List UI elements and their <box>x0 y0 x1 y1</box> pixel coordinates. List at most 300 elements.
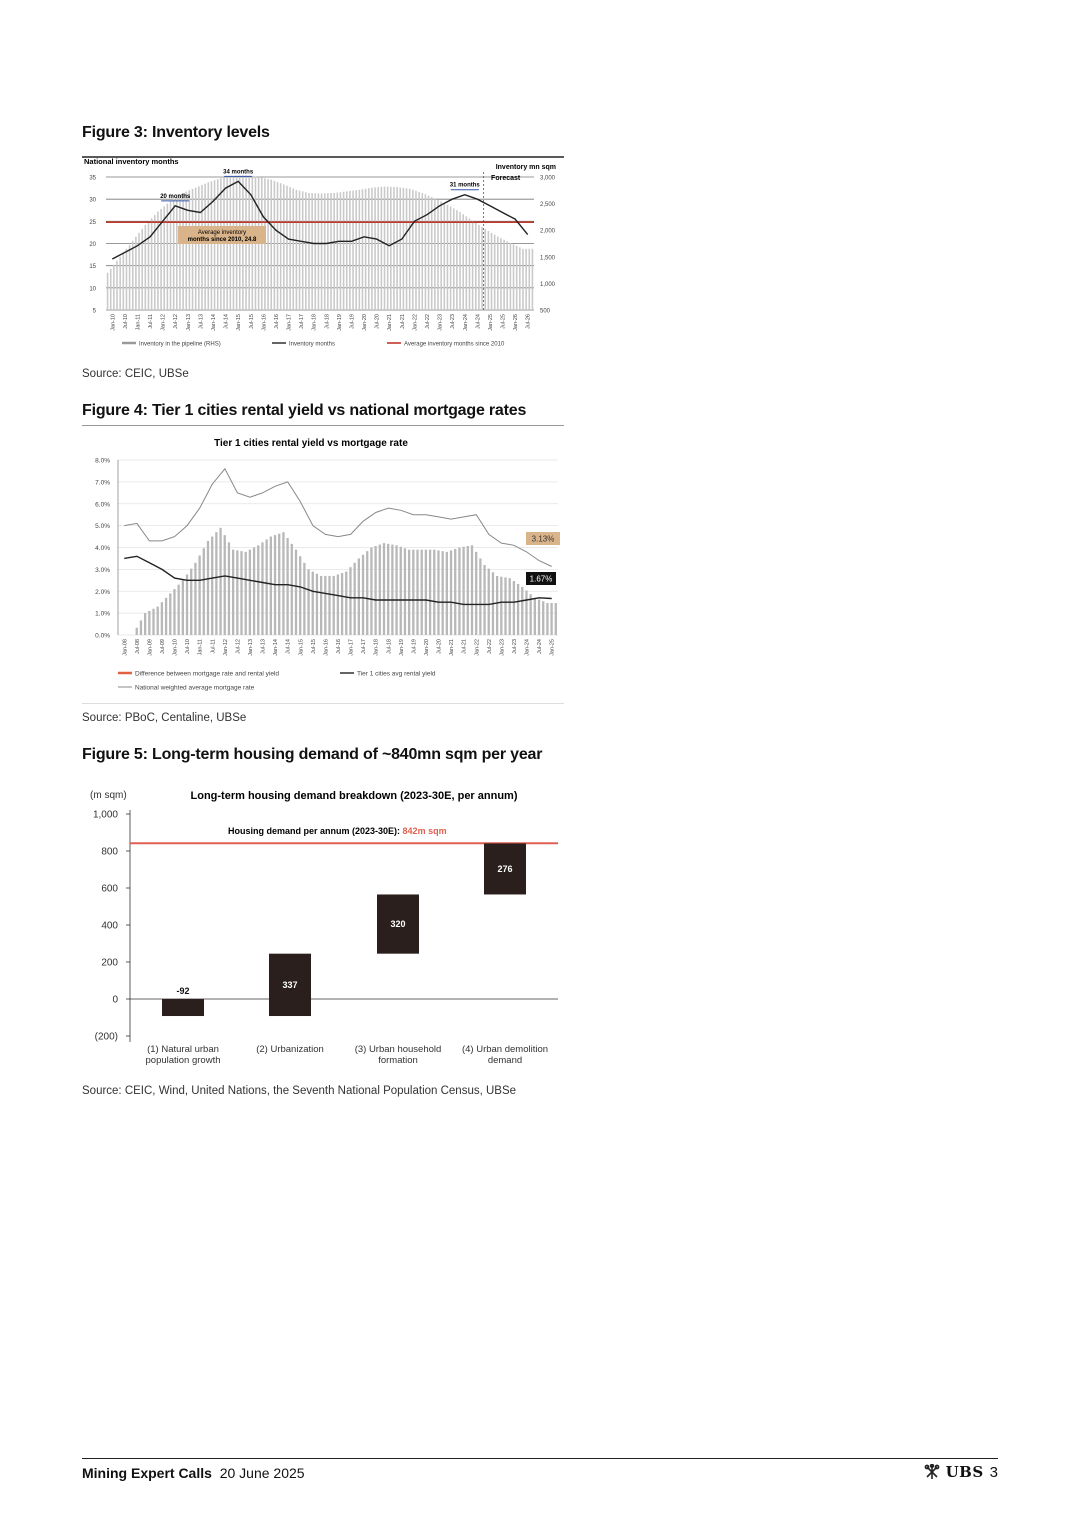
fig5-bar-label: 337 <box>282 979 298 990</box>
fig3-pipeline-bar <box>195 188 197 310</box>
fig4-x-tick: Jul-22 <box>486 639 493 654</box>
fig3-x-tick: Jul-26 <box>525 314 532 329</box>
fig3-pipeline-bar <box>264 178 266 310</box>
fig4-difference-bar <box>152 609 154 635</box>
fig5-unit-label: (m sqm) <box>90 790 127 801</box>
fig3-pipeline-bar <box>406 188 408 310</box>
fig5-x-label-line: (2) Urbanization <box>256 1044 324 1055</box>
fig3-pipeline-bar <box>277 182 279 310</box>
fig4-difference-bar <box>504 577 506 635</box>
figure-4-chart <box>82 430 564 702</box>
fig3-x-tick: Jul-18 <box>324 314 331 329</box>
fig4-difference-bar <box>349 567 351 635</box>
fig3-pipeline-bar <box>204 184 206 310</box>
fig4-difference-bar <box>454 549 456 635</box>
inventory-chart <box>82 150 564 355</box>
fig3-pipeline-bar <box>513 244 515 310</box>
fig3-pipeline-bar <box>167 204 169 310</box>
housing-demand-chart <box>82 780 564 1080</box>
fig4-difference-bar <box>232 550 234 635</box>
fig4-difference-bar <box>370 548 372 636</box>
figure-5-title: Figure 5: Long-term housing demand of ~840mn sqm per year <box>82 746 543 763</box>
fig4-difference-bar <box>219 528 221 635</box>
fig4-difference-bar <box>324 576 326 635</box>
fig3-x-tick: Jul-19 <box>349 314 356 329</box>
fig3-x-tick: Jul-21 <box>399 314 406 329</box>
fig3-pipeline-bar <box>500 238 502 310</box>
fig3-y2-tick: 2,500 <box>540 202 556 209</box>
fig3-pipeline-bar <box>374 187 376 310</box>
fig4-difference-bar <box>437 550 439 635</box>
fig4-difference-bar <box>286 538 288 635</box>
fig4-difference-bar <box>270 537 272 635</box>
fig3-pipeline-bar <box>123 253 125 310</box>
fig4-difference-bar <box>433 550 435 635</box>
fig4-x-tick: Jul-17 <box>361 639 368 654</box>
fig4-difference-bar <box>509 578 511 635</box>
fig4-difference-bar <box>249 550 251 635</box>
fig3-pipeline-bar <box>296 190 298 310</box>
fig4-difference-bar <box>194 563 196 635</box>
fig3-pipeline-bar <box>145 225 147 310</box>
fig4-difference-bar <box>148 611 150 635</box>
fig3-pipeline-bar <box>362 189 364 310</box>
fig3-pipeline-bar <box>110 269 112 310</box>
fig3-pipeline-bar <box>510 243 512 310</box>
fig4-x-tick: Jan-19 <box>398 639 405 656</box>
fig4-x-tick: Jan-11 <box>197 639 204 656</box>
fig3-pipeline-bar <box>318 193 320 310</box>
fig4-difference-bar <box>345 572 347 635</box>
fig3-y2-tick: 1,500 <box>540 255 556 262</box>
fig4-difference-bar <box>169 593 171 635</box>
fig3-y-tick: 5 <box>92 308 96 315</box>
fig3-peak-label: 31 months <box>449 182 480 189</box>
fig5-bar <box>162 999 204 1016</box>
fig3-pipeline-bar <box>198 186 200 310</box>
fig3-y2-tick: 2,000 <box>540 228 556 235</box>
fig3-x-tick: Jan-22 <box>412 314 419 331</box>
fig3-x-tick: Jan-18 <box>311 314 318 331</box>
fig4-difference-bar <box>358 558 360 635</box>
fig3-pipeline-bar <box>280 183 282 310</box>
fig3-pipeline-bar <box>528 249 530 310</box>
fig4-x-tick: Jan-12 <box>222 639 229 656</box>
figure-5-source: Source: CEIC, Wind, United Nations, the Seventh National Population Census, UBSe <box>82 1085 517 1097</box>
fig4-x-tick: Jul-11 <box>210 639 217 654</box>
fig4-difference-bar <box>182 580 184 635</box>
fig5-y-tick: (200) <box>94 1031 118 1043</box>
fig4-difference-bar <box>450 550 452 635</box>
fig3-pipeline-bar <box>314 193 316 310</box>
fig4-difference-bar <box>538 600 540 635</box>
fig4-difference-bar <box>245 552 247 635</box>
fig3-x-tick: Jul-11 <box>148 314 155 329</box>
fig4-difference-bar <box>379 545 381 635</box>
fig3-pipeline-bar <box>151 218 153 310</box>
fig3-x-tick: Jan-20 <box>362 314 369 331</box>
fig5-x-label-line: (4) Urban demolition <box>461 1044 549 1055</box>
fig3-pipeline-bar <box>170 201 172 310</box>
fig5-x-label-line: demand <box>487 1055 523 1066</box>
fig3-pipeline-bar <box>283 184 285 310</box>
fig4-difference-bar <box>140 620 142 635</box>
fig3-pipeline-bar <box>305 192 307 310</box>
fig4-difference-bar <box>425 550 427 635</box>
fig4-difference-bar <box>362 555 364 635</box>
footer-rule <box>82 1458 998 1459</box>
fig3-x-tick: Jan-26 <box>513 314 520 331</box>
fig3-pipeline-bar <box>302 191 304 310</box>
fig4-difference-bar <box>186 574 188 635</box>
fig4-difference-bar <box>500 577 502 635</box>
fig3-pipeline-bar <box>201 185 203 310</box>
fig4-difference-bar <box>400 547 402 635</box>
fig3-pipeline-bar <box>497 237 499 310</box>
fig4-legend-yield: Tier 1 cities avg rental yield <box>357 670 436 678</box>
fig5-x-label-line: population growth <box>145 1055 221 1066</box>
fig4-difference-bar <box>161 602 163 635</box>
fig4-x-tick: Jul-19 <box>411 639 418 654</box>
fig3-pipeline-bar <box>359 190 361 310</box>
fig4-difference-bar <box>475 552 477 635</box>
fig4-difference-bar <box>517 584 519 635</box>
fig3-y-tick: 35 <box>89 175 96 182</box>
fig4-difference-bar <box>224 535 226 635</box>
fig4-x-tick: Jul-10 <box>185 639 192 654</box>
fig3-y-tick: 20 <box>89 242 96 248</box>
fig3-pipeline-bar <box>387 187 389 310</box>
fig3-pipeline-bar <box>403 188 405 310</box>
fig3-pipeline-bar <box>478 225 480 310</box>
fig4-x-tick: Jan-10 <box>172 639 179 656</box>
fig4-legend-mortgage: National weighted average mortgage rate <box>135 684 255 692</box>
fig3-pipeline-bar <box>132 241 134 310</box>
fig4-y-tick: 4.0% <box>95 545 110 552</box>
fig3-pipeline-bar <box>365 189 367 310</box>
figure-4-bottom-rule <box>82 703 564 704</box>
fig4-x-tick: Jul-14 <box>285 639 292 654</box>
fig4-x-tick: Jul-18 <box>386 639 393 654</box>
fig3-pipeline-bar <box>418 192 420 310</box>
fig3-pipeline-bar <box>494 235 496 310</box>
fig5-total-label-prefix: Housing demand per annum (2023-30E): <box>228 826 403 837</box>
fig3-x-tick: Jul-17 <box>299 314 306 329</box>
fig3-x-tick: Jul-24 <box>475 314 482 329</box>
fig4-difference-bar <box>215 532 217 635</box>
fig3-x-tick: Jan-13 <box>185 314 192 331</box>
fig3-pipeline-bar <box>343 192 345 310</box>
fig3-pipeline-bar <box>488 231 490 310</box>
fig4-x-tick: Jul-23 <box>512 639 518 654</box>
fig3-pipeline-bar <box>274 181 276 310</box>
fig3-right-axis-label: Inventory mn sqm <box>495 164 556 171</box>
fig3-peak-label: 20 months <box>160 193 191 200</box>
fig5-bar-label: -92 <box>176 986 190 996</box>
ubs-logo: UBS <box>945 1463 984 1481</box>
fig3-pipeline-bar <box>324 193 326 310</box>
fig5-total-label <box>228 826 447 836</box>
fig4-difference-bar <box>513 581 515 635</box>
fig4-x-tick: Jul-16 <box>336 639 342 654</box>
fig3-pipeline-bar <box>289 187 291 310</box>
fig3-x-tick: Jan-16 <box>261 314 268 331</box>
fig4-x-tick: Jan-09 <box>147 639 154 656</box>
fig3-pipeline-bar <box>308 193 310 310</box>
fig4-end-label-yield: 1.67% <box>529 574 553 584</box>
fig3-pipeline-bar <box>267 179 269 310</box>
fig3-pipeline-bar <box>522 249 524 310</box>
fig3-pipeline-bar <box>349 191 351 310</box>
fig3-pipeline-bar <box>459 212 461 310</box>
fig5-y-tick: 1,000 <box>92 809 118 821</box>
fig3-peak-label: 34 months <box>223 169 254 176</box>
fig4-y-tick: 0.0% <box>95 632 110 640</box>
fig4-difference-bar <box>291 544 293 635</box>
fig4-chart-title: Tier 1 cities rental yield vs mortgage rate <box>214 438 408 449</box>
fig3-pipeline-bar <box>415 191 417 310</box>
fig5-x-label <box>146 1044 221 1066</box>
fig4-y-tick: 8.0% <box>95 457 110 465</box>
fig3-x-tick: Jan-21 <box>387 314 394 331</box>
fig4-difference-bar <box>462 547 464 635</box>
fig4-difference-bar <box>190 569 192 635</box>
fig4-x-tick: Jan-13 <box>248 639 254 656</box>
fig4-difference-bar <box>404 548 406 635</box>
fig4-x-tick: Jan-25 <box>549 639 556 656</box>
fig3-x-tick: Jan-24 <box>462 314 469 331</box>
rental-yield-chart <box>82 430 564 702</box>
fig5-total-label-value: 842m sqm <box>402 826 447 837</box>
fig5-x-label-line: (3) Urban household <box>354 1044 442 1055</box>
fig3-pipeline-bar <box>346 191 348 310</box>
fig3-legend-average: Average inventory months since 2010 <box>404 341 505 348</box>
fig4-difference-bar <box>337 574 339 635</box>
fig5-y-tick: 400 <box>101 920 118 932</box>
fig3-pipeline-bar <box>211 181 213 310</box>
fig4-difference-bar <box>203 548 205 635</box>
fig4-difference-bar <box>550 603 552 635</box>
fig4-difference-bar <box>261 542 263 635</box>
fig4-difference-bar <box>253 548 255 636</box>
fig3-pipeline-bar <box>192 189 194 310</box>
fig3-x-tick: Jan-11 <box>135 314 142 331</box>
fig4-difference-bar <box>178 585 180 635</box>
fig3-pipeline-bar <box>444 203 446 310</box>
fig3-pipeline-bar <box>333 193 335 310</box>
fig4-difference-bar <box>391 545 393 635</box>
fig3-pipeline-bar <box>506 241 508 310</box>
fig3-pipeline-bar <box>286 186 288 310</box>
fig3-x-tick: Jan-14 <box>211 314 217 331</box>
fig4-difference-bar <box>555 603 557 635</box>
fig4-difference-bar <box>198 556 200 635</box>
fig5-y-tick: 800 <box>101 846 118 858</box>
fig3-pipeline-bar <box>466 216 468 310</box>
fig4-difference-bar <box>442 551 444 635</box>
fig3-pipeline-bar <box>469 218 471 310</box>
fig5-bar-label: 320 <box>390 919 406 930</box>
fig4-difference-bar <box>240 551 242 635</box>
fig4-difference-bar <box>387 544 389 635</box>
figure-4-source: Source: PBoC, Centaline, UBSe <box>82 712 247 724</box>
fig5-bar-label: 276 <box>497 863 513 874</box>
fig3-x-tick: Jul-12 <box>173 314 180 329</box>
fig3-pipeline-bar <box>292 188 294 310</box>
fig3-pipeline-bar <box>355 190 357 310</box>
fig3-average-label-2: months since 2010, 24.8 <box>187 237 257 243</box>
fig4-x-tick: Jul-09 <box>160 639 166 654</box>
fig3-pipeline-bar <box>148 222 150 310</box>
fig4-difference-bar <box>416 550 418 635</box>
fig4-difference-bar <box>328 576 330 635</box>
fig4-difference-bar <box>341 573 343 635</box>
footer-date: 20 June 2025 <box>219 1465 305 1481</box>
fig4-difference-bar <box>521 587 523 635</box>
fig3-pipeline-bar <box>311 193 313 310</box>
fig4-x-tick: Jul-15 <box>310 639 317 654</box>
fig3-pipeline-bar <box>484 229 486 310</box>
fig4-x-tick: Jul-08 <box>134 639 141 654</box>
fig3-pipeline-bar <box>371 188 373 310</box>
fig3-legend <box>122 342 505 348</box>
fig3-pipeline-bar <box>393 187 395 310</box>
fig4-y-tick: 1.0% <box>95 610 110 618</box>
fig3-pipeline-bar <box>154 215 156 310</box>
fig4-difference-bar <box>165 598 167 635</box>
fig3-pipeline-bar <box>189 190 191 310</box>
fig4-difference-bar <box>354 563 356 635</box>
fig3-pipeline-bar <box>129 245 131 310</box>
fig4-difference-bar <box>429 550 431 635</box>
fig3-pipeline-bar <box>437 200 439 310</box>
fig4-x-tick: Jan-08 <box>122 639 129 656</box>
fig4-difference-bar <box>421 550 423 635</box>
fig4-y-tick: 2.0% <box>95 588 110 596</box>
figure-4-rule <box>82 425 564 426</box>
fig4-difference-bar <box>295 550 297 635</box>
page-number: 3 <box>989 1463 998 1481</box>
fig4-difference-bar <box>395 545 397 635</box>
fig3-pipeline-bar <box>475 223 477 310</box>
fig5-x-label <box>462 1044 548 1066</box>
figure-3-title: Figure 3: Inventory levels <box>82 124 270 141</box>
fig3-pipeline-bar <box>126 249 128 310</box>
fig4-x-tick: Jul-21 <box>461 639 468 654</box>
fig4-difference-bar <box>236 550 238 635</box>
fig3-x-tick: Jul-25 <box>500 314 507 329</box>
fig3-pipeline-bar <box>368 188 370 310</box>
fig4-difference-bar <box>467 546 469 635</box>
fig3-pipeline-bar <box>340 192 342 310</box>
figure-3-chart <box>82 150 564 355</box>
fig3-x-tick: Jan-23 <box>437 314 444 331</box>
fig3-pipeline-bar <box>377 187 379 310</box>
fig4-x-tick: Jan-15 <box>298 639 305 656</box>
fig3-x-tick: Jan-12 <box>160 314 167 331</box>
fig4-difference-bar <box>488 569 490 635</box>
fig4-difference-bar <box>173 589 175 635</box>
fig3-pipeline-bar <box>119 257 121 310</box>
fig3-average-label-1: Average inventory <box>197 230 247 236</box>
fig4-mortgage-rate-line <box>124 469 551 567</box>
fig4-legend <box>118 671 436 692</box>
fig3-x-tick: Jul-10 <box>122 314 129 329</box>
fig5-x-label <box>355 1044 442 1066</box>
fig3-pipeline-bar <box>176 197 178 310</box>
fig4-difference-bar <box>525 591 527 635</box>
fig3-y-tick: 30 <box>89 197 96 204</box>
fig3-pipeline-bar <box>220 178 222 310</box>
fig3-legend-months: Inventory months <box>289 341 336 348</box>
fig4-end-label-mortgage: 3.13% <box>531 534 555 544</box>
fig3-pipeline-bar <box>270 180 272 310</box>
fig4-y-tick: 3.0% <box>95 566 110 574</box>
fig3-pipeline-bar <box>412 190 414 310</box>
fig4-x-tick: Jul-13 <box>260 639 267 654</box>
fig4-difference-bar <box>383 543 385 635</box>
fig3-y2-tick: 3,000 <box>540 175 556 182</box>
fig4-difference-bar <box>446 552 448 635</box>
fig4-x-tick: Jan-24 <box>524 639 531 656</box>
fig3-y2-tick: 1,000 <box>540 281 556 288</box>
fig4-difference-bar <box>207 541 209 635</box>
fig4-x-tick: Jan-17 <box>348 639 355 656</box>
fig3-pipeline-bar <box>107 273 109 310</box>
fig4-difference-bar <box>312 572 314 635</box>
fig3-pipeline-bar <box>440 201 442 310</box>
fig3-pipeline-bar <box>532 249 534 310</box>
fig4-difference-bar <box>412 550 414 635</box>
fig3-pipeline-bar <box>409 189 411 310</box>
fig3-pipeline-bar <box>434 198 436 310</box>
fig4-x-tick: Jan-16 <box>323 639 330 656</box>
fig4-difference-bar <box>534 598 536 635</box>
fig3-legend-pipeline: Inventory in the pipeline (RHS) <box>139 341 221 348</box>
fig3-pipeline-bar <box>207 182 209 310</box>
fig4-legend-difference: Difference between mortgage rate and rental yield <box>135 670 280 678</box>
fig4-difference-bar <box>542 601 544 635</box>
fig4-difference-bar <box>408 550 410 635</box>
fig3-x-tick: Jan-19 <box>336 314 343 331</box>
fig3-x-tick: Jul-20 <box>374 314 381 329</box>
fig4-difference-bar <box>320 576 322 635</box>
fig3-pipeline-bar <box>113 265 115 310</box>
fig3-pipeline-bar <box>141 229 143 310</box>
fig4-y-tick: 7.0% <box>95 479 110 487</box>
fig3-x-tick: Jan-15 <box>236 314 243 331</box>
fig3-pipeline-bar <box>503 240 505 310</box>
fig4-x-tick: Jan-22 <box>474 639 481 656</box>
fig3-pipeline-bar <box>472 221 474 310</box>
fig5-x-label <box>256 1044 324 1055</box>
fig4-difference-bar <box>266 539 268 635</box>
fig3-pipeline-bar <box>425 194 427 310</box>
fig3-pipeline-bar <box>431 197 433 310</box>
fig4-difference-bar <box>374 546 376 635</box>
fig3-pipeline-bar <box>519 247 521 310</box>
fig3-pipeline-bar <box>525 249 527 310</box>
fig3-pipeline-bar <box>516 246 518 310</box>
fig4-y-tick: 6.0% <box>95 501 110 509</box>
fig4-difference-bar <box>479 558 481 635</box>
fig4-x-tick: Jan-21 <box>449 639 456 656</box>
fig3-x-tick: Jan-25 <box>487 314 494 331</box>
fig3-pipeline-bar <box>327 193 329 310</box>
fig3-pipeline-bar <box>173 199 175 310</box>
fig4-difference-bar <box>303 563 305 635</box>
fig3-pipeline-bar <box>399 188 401 310</box>
